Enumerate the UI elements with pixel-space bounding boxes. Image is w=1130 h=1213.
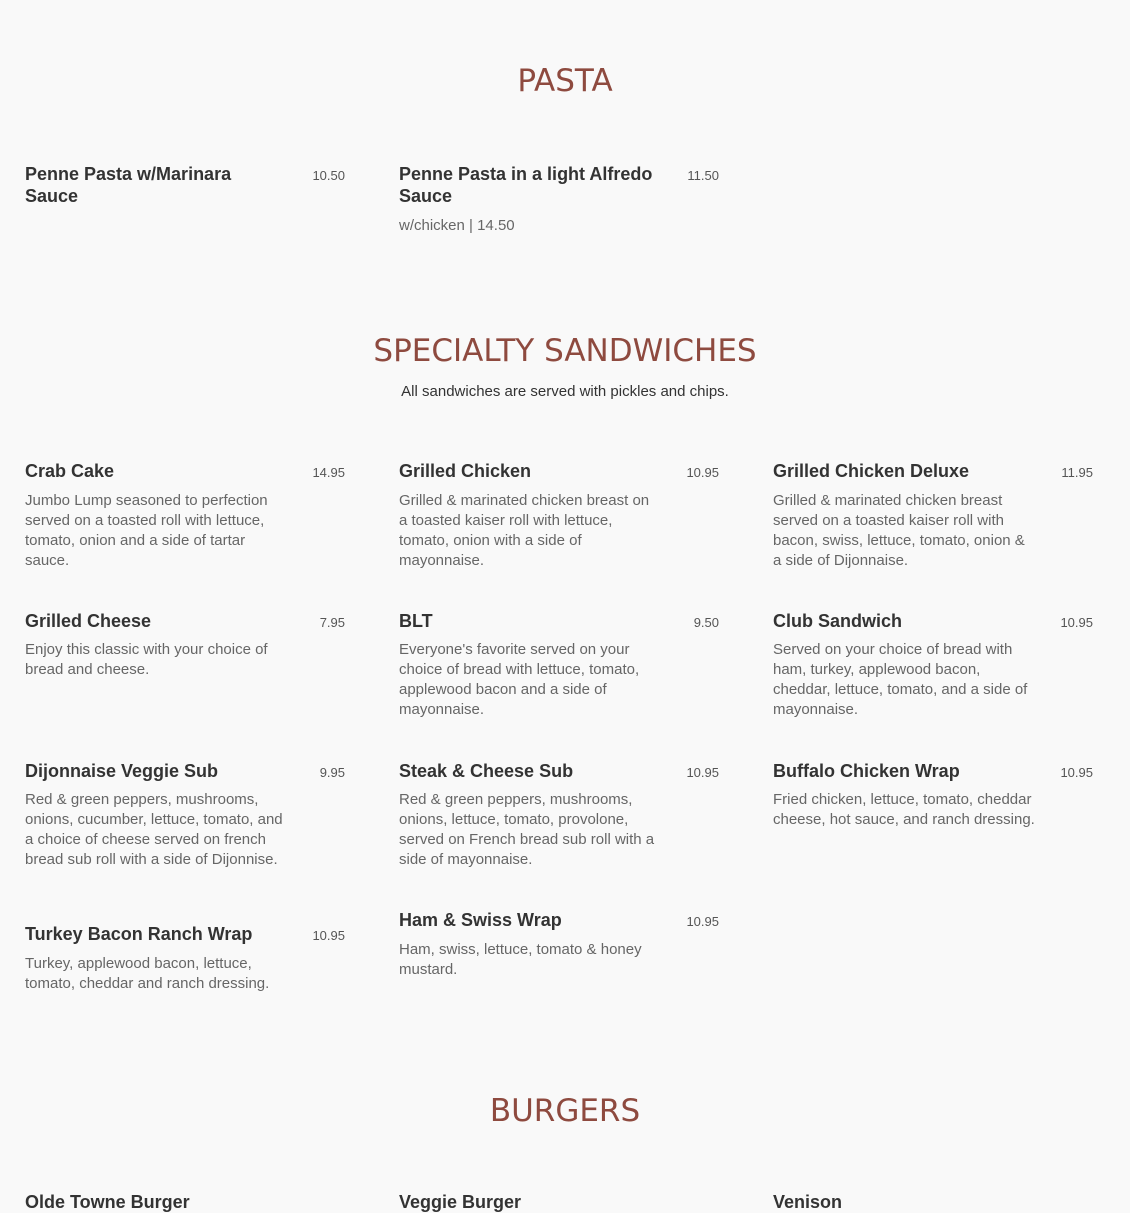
item-name: Turkey Bacon Ranch Wrap bbox=[25, 924, 253, 944]
menu-item bbox=[399, 909, 719, 989]
item-price: 7.95 bbox=[319, 615, 345, 630]
section-title-pasta: PASTA bbox=[517, 63, 613, 99]
item-name: BLT bbox=[399, 611, 433, 631]
item-description: Jumbo Lump seasoned to perfection served on a toasted roll with lettuce, tomato, onion and a side of tartar sauce. bbox=[25, 492, 268, 569]
item-price: 11.95 bbox=[1061, 465, 1093, 480]
menu-item bbox=[399, 760, 719, 880]
menu-item bbox=[25, 760, 345, 900]
item-price: 10.95 bbox=[1060, 765, 1093, 780]
item-price: 10.95 bbox=[686, 765, 719, 780]
menu-item bbox=[399, 163, 719, 243]
menu-item bbox=[773, 610, 1093, 730]
item-description: Served on your choice of bread with ham, turkey, applewood bacon, cheddar, lettuce, tomato, and a side of mayonnaise. bbox=[773, 641, 1028, 718]
item-name: Venison bbox=[773, 1192, 843, 1212]
item-name: Grilled Chicken bbox=[399, 461, 532, 481]
item-description: Grilled & marinated chicken breast on a toasted kaiser roll with lettuce, tomato, onion with a side of mayonnaise. bbox=[399, 492, 650, 569]
menu-item bbox=[25, 460, 345, 580]
item-name: Steak & Cheese Sub bbox=[399, 761, 574, 781]
item-price: 11.50 bbox=[687, 168, 719, 183]
item-price: 14.95 bbox=[312, 465, 345, 480]
item-description: Turkey, applewood bacon, lettuce, tomato, cheddar and ranch dressing. bbox=[25, 955, 270, 992]
item-description: Ham, swiss, lettuce, tomato & honey mustard. bbox=[399, 941, 642, 978]
item-description: Red & green peppers, mushrooms, onions, lettuce, tomato, provolone, served on French bread sub roll with a side of mayonnaise. bbox=[399, 791, 655, 868]
section-subtitle: All sandwiches are served with pickles and chips. bbox=[401, 383, 729, 400]
menu-item bbox=[399, 460, 719, 580]
item-price: 10.95 bbox=[312, 928, 345, 943]
item-name: Penne Pasta w/Marinara Sauce bbox=[25, 164, 232, 206]
item-description: Grilled & marinated chicken breast served on a toasted kaiser roll with bacon, swiss, lettuce, tomato, onion & a side of Dijonnaise. bbox=[773, 492, 1025, 569]
item-description: Red & green peppers, mushrooms, onions, cucumber, lettuce, tomato, and a choice of cheese served on french bread sub roll with a side of Dijonnise. bbox=[25, 791, 283, 868]
item-name: Club Sandwich bbox=[773, 611, 903, 631]
menu-item bbox=[25, 923, 345, 1003]
item-description: Fried chicken, lettuce, tomato, cheddar cheese, hot sauce, and ranch dressing. bbox=[773, 791, 1035, 828]
item-price: 10.95 bbox=[686, 914, 719, 929]
menu-item bbox=[25, 610, 345, 730]
menu-item bbox=[399, 1191, 719, 1212]
item-name: Ham & Swiss Wrap bbox=[399, 910, 562, 930]
item-name: Olde Towne Burger bbox=[25, 1192, 190, 1212]
item-name: Veggie Burger bbox=[399, 1192, 522, 1212]
section-title-burgers: BURGERS bbox=[489, 1093, 641, 1129]
item-description: Enjoy this classic with your choice of bread and cheese. bbox=[25, 641, 268, 678]
menu-item bbox=[25, 163, 345, 206]
item-price: 9.95 bbox=[319, 765, 345, 780]
menu-item bbox=[773, 1191, 1093, 1212]
item-price: 10.95 bbox=[1060, 615, 1093, 630]
item-name: Grilled Cheese bbox=[25, 611, 152, 631]
item-description: w/chicken | 14.50 bbox=[399, 217, 515, 234]
item-price: 10.95 bbox=[686, 465, 719, 480]
item-description: Everyone's favorite served on your choice of bread with lettuce, tomato, applewood bacon and a side of mayonnaise. bbox=[399, 641, 640, 718]
item-name: Crab Cake bbox=[25, 461, 115, 481]
item-name: Dijonnaise Veggie Sub bbox=[25, 761, 219, 781]
item-name: Grilled Chicken Deluxe bbox=[773, 461, 970, 481]
item-price: 10.50 bbox=[312, 168, 345, 183]
menu-item bbox=[773, 760, 1093, 860]
menu-item bbox=[773, 460, 1093, 580]
item-name: Buffalo Chicken Wrap bbox=[773, 761, 960, 781]
menu-item bbox=[399, 610, 719, 730]
menu-item bbox=[25, 1191, 345, 1212]
section-title-sandwiches: SPECIALTY SANDWICHES bbox=[373, 333, 757, 369]
item-price: 9.50 bbox=[693, 615, 719, 630]
item-name: Penne Pasta in a light Alfredo Sauce bbox=[399, 164, 653, 206]
